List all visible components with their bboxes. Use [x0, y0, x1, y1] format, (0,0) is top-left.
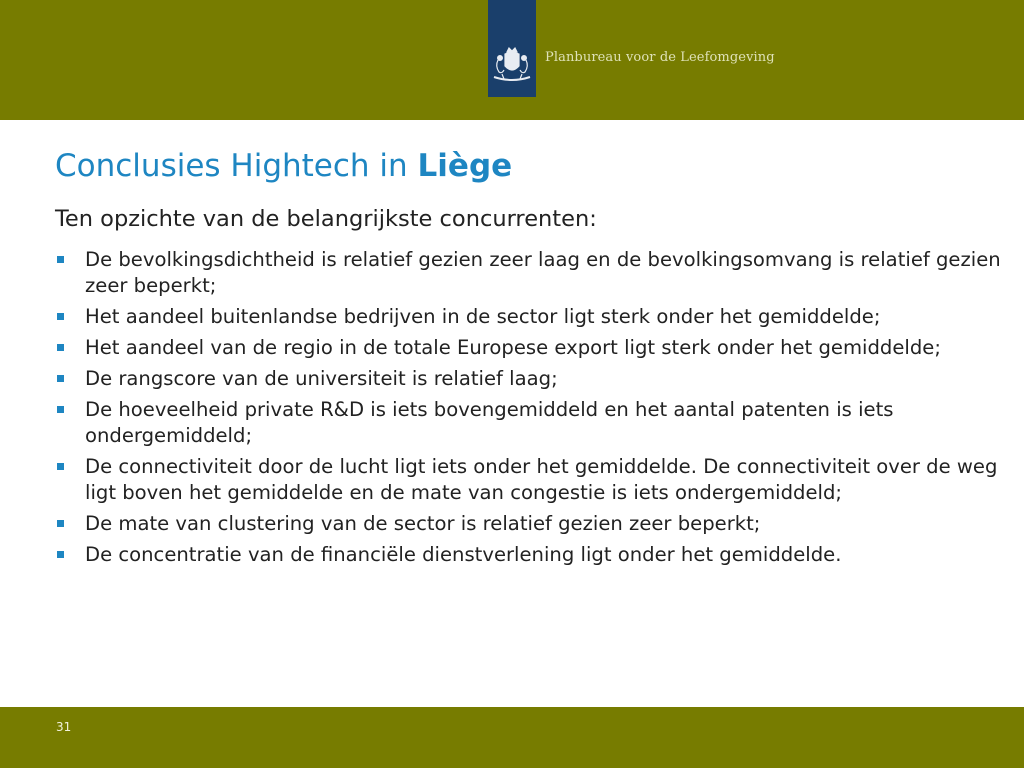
bullet-item: [55, 304, 1015, 330]
bullet-item: [55, 397, 1015, 449]
footer-band: [0, 707, 1024, 768]
bullet-text: De rangscore van de universiteit is relatief laag;: [85, 367, 558, 390]
bullet-square-icon: [57, 313, 64, 320]
bullet-square-icon: [57, 406, 64, 413]
title-location: Liège: [417, 148, 513, 184]
bullet-item: [55, 511, 1015, 537]
slide-title: [55, 148, 512, 184]
bullet-text: De connectiviteit door de lucht ligt iets onder het gemiddelde. De connectiviteit over de weg ligt boven het gemiddelde en de mate van congestie is iets ondergemiddeld;: [85, 455, 998, 504]
bullet-item: [55, 454, 1015, 506]
title-regular: Conclusies Hightech in: [55, 148, 418, 184]
bullet-text: Het aandeel van de regio in de totale Europese export ligt sterk onder het gemiddelde;: [85, 336, 941, 359]
logo-block: [488, 0, 536, 97]
bullet-text: De bevolkingsdichtheid is relatief gezien zeer laag en de bevolkingsomvang is relatief gezien zeer beperkt;: [85, 248, 1001, 297]
bullet-square-icon: [57, 463, 64, 470]
organization-name: Planbureau voor de Leefomgeving: [545, 50, 775, 65]
bullet-text: Het aandeel buitenlandse bedrijven in de sector ligt sterk onder het gemiddelde;: [85, 305, 881, 328]
bullet-square-icon: [57, 375, 64, 382]
bullet-text: De hoeveelheid private R&D is iets bovengemiddeld en het aantal patenten is iets ondergemiddeld;: [85, 398, 894, 447]
bullet-square-icon: [57, 256, 64, 263]
bullet-item: [55, 366, 1015, 392]
bullet-text: De mate van clustering van de sector is relatief gezien zeer beperkt;: [85, 512, 761, 535]
royal-coat-of-arms-icon: [490, 46, 534, 86]
bullet-list: [55, 247, 1015, 573]
bullet-square-icon: [57, 520, 64, 527]
bullet-item: [55, 335, 1015, 361]
bullet-text: De concentratie van de financiële dienstverlening ligt onder het gemiddelde.: [85, 543, 842, 566]
bullet-square-icon: [57, 344, 64, 351]
bullet-item: [55, 247, 1015, 299]
bullet-square-icon: [57, 551, 64, 558]
page-number: 31: [56, 720, 72, 734]
bullet-item: [55, 542, 1015, 568]
slide-subtitle: Ten opzichte van de belangrijkste concurrenten:: [55, 206, 597, 232]
